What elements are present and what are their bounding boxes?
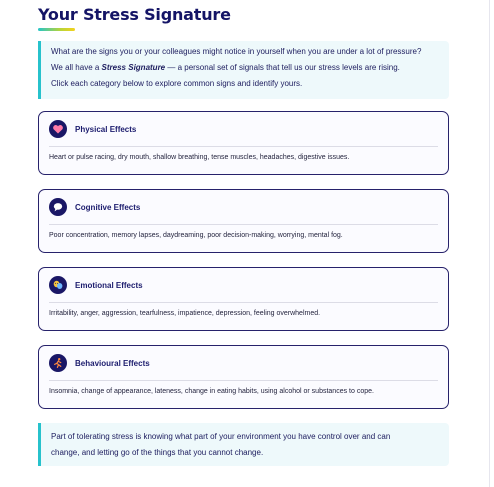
heart-icon xyxy=(49,120,67,138)
category-description: Irritability, anger, aggression, tearfulness, impatience, depression, feeling overwhelmed. xyxy=(49,310,321,317)
running-person-icon xyxy=(49,354,67,372)
divider xyxy=(49,380,438,381)
category-description: Poor concentration, memory lapses, daydreaming, poor decision-making, worrying, mental fog. xyxy=(49,232,343,239)
category-title: Emotional Effects xyxy=(75,280,143,290)
category-card-physical[interactable] xyxy=(38,111,449,175)
category-title: Behavioural Effects xyxy=(75,358,150,368)
category-title: Cognitive Effects xyxy=(75,202,141,212)
category-description: Heart or pulse racing, dry mouth, shallow breathing, tense muscles, headaches, digestive issues. xyxy=(49,154,350,161)
intro-callout xyxy=(38,41,449,99)
category-card-emotional[interactable] xyxy=(38,267,449,331)
category-title: Physical Effects xyxy=(75,124,137,134)
stress-signature-emphasis: Stress Signature xyxy=(101,63,166,72)
page-title: Your Stress Signature xyxy=(38,5,231,24)
outro-line-2: change, and letting go of the things that you cannot change. xyxy=(51,448,264,457)
intro-line-2: We all have a Stress Signature — a personal set of signals that tell us our stress levels are rising. xyxy=(51,63,400,72)
title-underline xyxy=(38,28,75,31)
outro-callout xyxy=(38,423,449,466)
divider xyxy=(49,146,438,147)
divider xyxy=(49,302,438,303)
masks-icon xyxy=(49,276,67,294)
frame-border xyxy=(489,0,490,487)
divider xyxy=(49,224,438,225)
intro-line-1: What are the signs you or your colleagues might notice in yourself when you are under a lot of pressure? xyxy=(51,47,422,56)
outro-line-1: Part of tolerating stress is knowing what part of your environment you have control over and can xyxy=(51,432,391,441)
category-description: Insomnia, change of appearance, lateness, change in eating habits, using alcohol or substances to cope. xyxy=(49,388,374,395)
intro-line-3: Click each category below to explore common signs and identify yours. xyxy=(51,79,303,88)
category-card-behavioural[interactable] xyxy=(38,345,449,409)
speech-bubble-icon xyxy=(49,198,67,216)
category-card-cognitive[interactable] xyxy=(38,189,449,253)
